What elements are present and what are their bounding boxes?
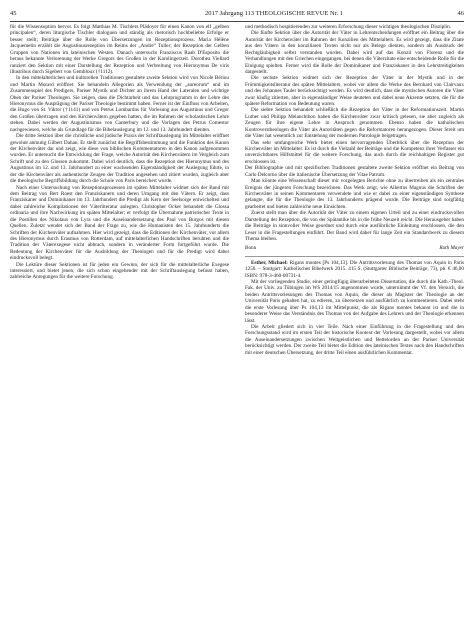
review3-bibliography [245,260,464,279]
left-paragraph: In den mittelalterlichen und kulturellen Traditionen gestaltete zweite Sektion wird von Nicole Bériou und Martin Morard eröffnet. Sie behandeln Allegorien als Verwendung der „aureorum“ und im Zusammenspiel des Predigers, Pariser Mystik und Dichter an ihrem Hand der Lateralen und wichtige Oben der Pariser Theologen. Sie zeigen, dass die Dichtarbeit und das Lehrprogramm in der Lehre des Hieronymus die Ausprägung der Pariser Theologie bestimmt haben. Ferner ist der Einfluss von Arbeiten, die Hugo von St. Viktor (†1141) und von Petrus Lombardus für Vorlesung aus Augustinus und Gregor den Großen übertragen und den Kirchenvätern gegeben hatten, die im Rahmen der scholastischen Lehre stehen. Dabei werden der Augustinismus von Canterbury und die Vorlagen des Petrus Comestor nachgewiesen, welche als Grundlage für die Bibelauslegung im 12. und 13. Jahrhundert dienten. [10,75,229,133]
page-number-left: 45 [10,10,17,17]
signature-name: Ruth Mayer [439,245,464,252]
review2-paragraph: Man könnte eine Wissenschaft dieser mir vorgelegten Berichte ohne zu übertreiben als ein zentrales Ereignis der jüngeren Forschung bezeichnen. Das Werk zeigt, wie Albertus Magnus die Schriften der Kirchenväter in seinen Kommentaren verwendete und wie er dabei zu einer eigenständigen Synthese gelangte, die für die Theologie des 13. Jahrhunderts prägend wurde. Die Beiträge sind sorgfältig gearbeitet und bieten zahlreiche neue Einsichten. [245,178,464,210]
left-paragraph: Die Lektüre dieser Sektionen ist für jeden ein Gewinn, der sich für die mittelalterliche Exegese interessiert, und bietet jenen, die sich schon eingehender mit der Schriftauslegung befasst haben, zahlreiche Anregungen für die weitere Forschung. [10,261,229,281]
review3-paragraph: Die Arbeit gliedert sich in vier Teile. Nach einer Einführung in die Fragestellung und den Forschungsstand wird im ersten Teil der historische Kontext der Vorlesung dargestellt, wobei vor allem die Auseinandersetzungen zwischen Weltgeistlichen und Bettelorden an der Pariser Universität berücksichtigt werden. Der zweite Teil bietet die Edition des lateinischen Textes nach den Handschriften mit einer deutschen Übersetzung, der dritte Teil einen ausführlichen Kommentar. [245,323,464,356]
review2-paragraph: Zuerst stellt man über die Autorität der Väter zu einem eigenen Urteil und zu einer eindrucksvollen Darstellung der Rezeption, die von der Spätantike bis in die frühe Neuzeit reicht. Die Herausgeber haben die Beiträge in sinnvoller Weise geordnet und durch eine ausführliche Einleitung erschlossen, die den Leser in die Fragestellungen einführt. Der Band wird daher für lange Zeit ein Standardwerk zu diesem Thema bleiben. [245,210,464,242]
right-paragraph: Die sechste Sektion widmet sich der Rezeption der Väter in der Mystik und in der Frömmigkeitsliteratur des späten Mittelalters, wobei vor allem die Werke des Bernhard von Clairvaux und des Johannes Tauler berücksichtigt werden. Es wird deutlich, dass die mystischen Autoren die Väter zwar häufig zitierten, aber in eigenständiger Weise deuteten und dabei neue Akzente setzten, die für die spätere Reformation von Bedeutung waren. [245,75,464,108]
right-paragraph: und methodisch hospitierenden zur weiteren Erforschung dieser wichtigen theologischen Disziplin. [245,24,452,30]
right-paragraph: Die fünfte Sektion über die Autorität der Väter in Lehrentscheidungen eröffnet ein Beitrag über die Autorität der Kirchenväter im Rahmen der Konzilien des Mittelalters. Es wird gezeigt, dass die Zitate aus den Vätern in den konziliaren Texten nicht nur als Belege dienten, sondern als Ausdruck der Rechtgläubigkeit selbst verstanden wurden. Dabei wird auf das Konzil von Florenz und die Verhandlungen mit den Griechen eingegangen, bei denen die Väterzitate eine entscheidende Rolle für die Einigung spielten. Ferner wird die Rolle der Dominikaner und Franziskaner in den Lehrstreitigkeiten dargestellt. [245,30,464,75]
review3-author: Esther, Michael: [251,259,288,266]
right-column [245,24,464,624]
journal-title: 2017 Jahrgang 113 THEOLOGISCHE REVUE Nr. 1 [205,10,343,17]
header-rule [10,21,464,22]
right-paragraph: Das sehr umfangreiche Werk bietet einen hervorragenden Überblick über die Rezeption der Kirchenväter im Mittelalter. Es ist durch die Vielzahl der Beiträge und die Kompetenz ihrer Verfasser ein unverzichtbares Hilfsmittel für die weitere Forschung, das auch durch die reichhaltigen Register gut erschlossen ist. [245,139,464,165]
review3-bib-details: Rigans montes [Ps 104,13]. Die Antrittsvorlesung des Thomas von Aquin in Paris 1256. – Stuttgart: Katholisches Bibelwerk 2015. 415 S. (Stuttgarter Biblische Beiträge, 73), pb. € 46,00 ISBN: 978-3-460-00731-4. [245,259,464,279]
signature-place: Bonn [245,245,257,252]
review-divider [245,256,464,257]
left-paragraph: Nach einer Untersuchung von Rezeptionsprozessen im späten Mittelalter widmet sich der Band mit dem Beitrag von Bert Roest den Franziskanern und deren Umgang mit den Vätern. Er zeigt, dass Franziskaner und Dominikaner im 13. Jahrhundert die Predigt als Kern der Seelsorge entwickelten und dabei zahlreiche Kompilationen der Väterliteratur anlegten. Christopher Ocker behandelt die Glossa ordinaria und ihre Nachwirkung im späten Mittelalter; er verfolgt die Übernahme patristischer Texte in die Postillen des Nikolaus von Lyra und die Auseinandersetzung des Paul von Burgos mit diesen Quellen. Zuletzt wendet sich der Band der Frage zu, wie die Humanisten des 15. Jahrhunderts die Schriften der Kirchenväter aufnahmen. Hier wird gezeigt, dass die Editionen der Kirchenväter, vor allem des Hieronymus durch Erasmus von Rotterdam, auf mittelalterlichen Handschriften beruhten und die Tradition der Väterexegese nicht abbrach, sondern in veränderter Form fortgeführt wurde. Die Bedeutung der Kirchenväter für die Ausbildung der Theologen und für die Predigt wird dabei eindrucksvoll belegt. [10,184,229,262]
left-column [10,24,229,624]
running-header [10,8,464,20]
right-paragraph: Die siebte Sektion behandelt schließlich die Rezeption der Väter in der Reformationszeit. Martin Luther und Philipp Melanchthon haben die Kirchenväter zwar kritisch gelesen, sie aber zugleich als Zeugen für ihre eigene Lehre in Anspruch genommen. Ebenso haben die katholischen Kontroverstheologen die Väter als Autoritäten gegen die Reformatoren herangezogen. Dieser Streit um die Väter hat wesentlich zur Entstehung der modernen Patrologie beigetragen. [245,107,464,140]
left-paragraph: für die Wissensoption hervor. Es folgt Matthias M. Tischlers Plädoyer für einen Kanon von elf „gelben principalen“, deren liturgische Tischler dialoguen und ständig als rhetorisch hochbeliebte Erfolge er besser stellt; Beiträge über die Rolle von Übersetzungen im Rezeptionsprozess. Maria Hélène Jacquemetin erzählt die Augustinusrezeption im Reims der „Andre“ Tuller; der Rezeption der Gelben Gruppen von Nationen im lateinischen Westen. Danach untersucht Franziscus Raab D'Esposito die heraus bekannte Verlorenung der Werke Gregors des Großen in der Karolingerzeit. Dorothea Viellard ranziert den Sektion mit einer Darstellung der Rezeption und Verbreitung von Hieronymus De viris illustribus durch Sigebert von Gembloux (†1112). [10,24,229,75]
review-signature [245,245,464,251]
left-paragraph: Die dritte Sektion über die christliche und jüdische Praxis der Schriftauslegung im Mittelalter eröffnet gewohnt anmutig Gilbert Dahan. Er stellt zunächst die Begriffsbestimmung und die Funktion des Kanon der Kirchenväter dar und zeigt, wie diese von biblischen Kommentatoren in den Kanon aufgenommen wurden. Er untersucht die Entwicklung der Frage, welche Autorität den Kirchenvätern im Vergleich zum Schrift und zu den Glossen zukommt. Dabei wird deutlich, dass die Rezeption des Hieronymus und des Augustinus im 12. und 13. Jahrhundert zu einer wachsenden Eigenständigkeit der Auslegung führte, in der die Kirchenväter als authentische Zeugen der Tradition angesehen und zitiert wurden, zugleich aber die theologische Begriffsbildung durch die Schule von Paris bereichert wurde. [10,133,229,185]
review2-bib: Der Bibliographie und mit spezifischen Traditionen gestaltete zweite Sektion eröffnet ein Beitrag von Carlo Delcorno über die italienische Übersetzung der Vitae Patrum. [245,165,464,178]
page-number-right: 46 [457,10,464,17]
review3-paragraph: Mit der vorliegenden Studie, einer geringfügig überarbeiteten Dissertation, die durch die Kath.-Theol. Fak. der Univ. zu Tübingen im WS 2014/15 angenommen wurde, unternimmt der Vf. den Versuch, die beiden Antrittsvorlesungen des Thomas von Aquin, die dieser als Magister der Theologie an der Universität Paris gehalten hat, zu edieren, zu übersetzen und ausführlich zu kommentieren. Dabei steht die erste Vorlesung über Ps 104,13 im Mittelpunkt, die als Rigans montes bekannt ist und die in besonderer Weise das Verständnis des Thomas von der Aufgabe des Lehrers und der Theologie erkennen lässt. [245,279,464,324]
